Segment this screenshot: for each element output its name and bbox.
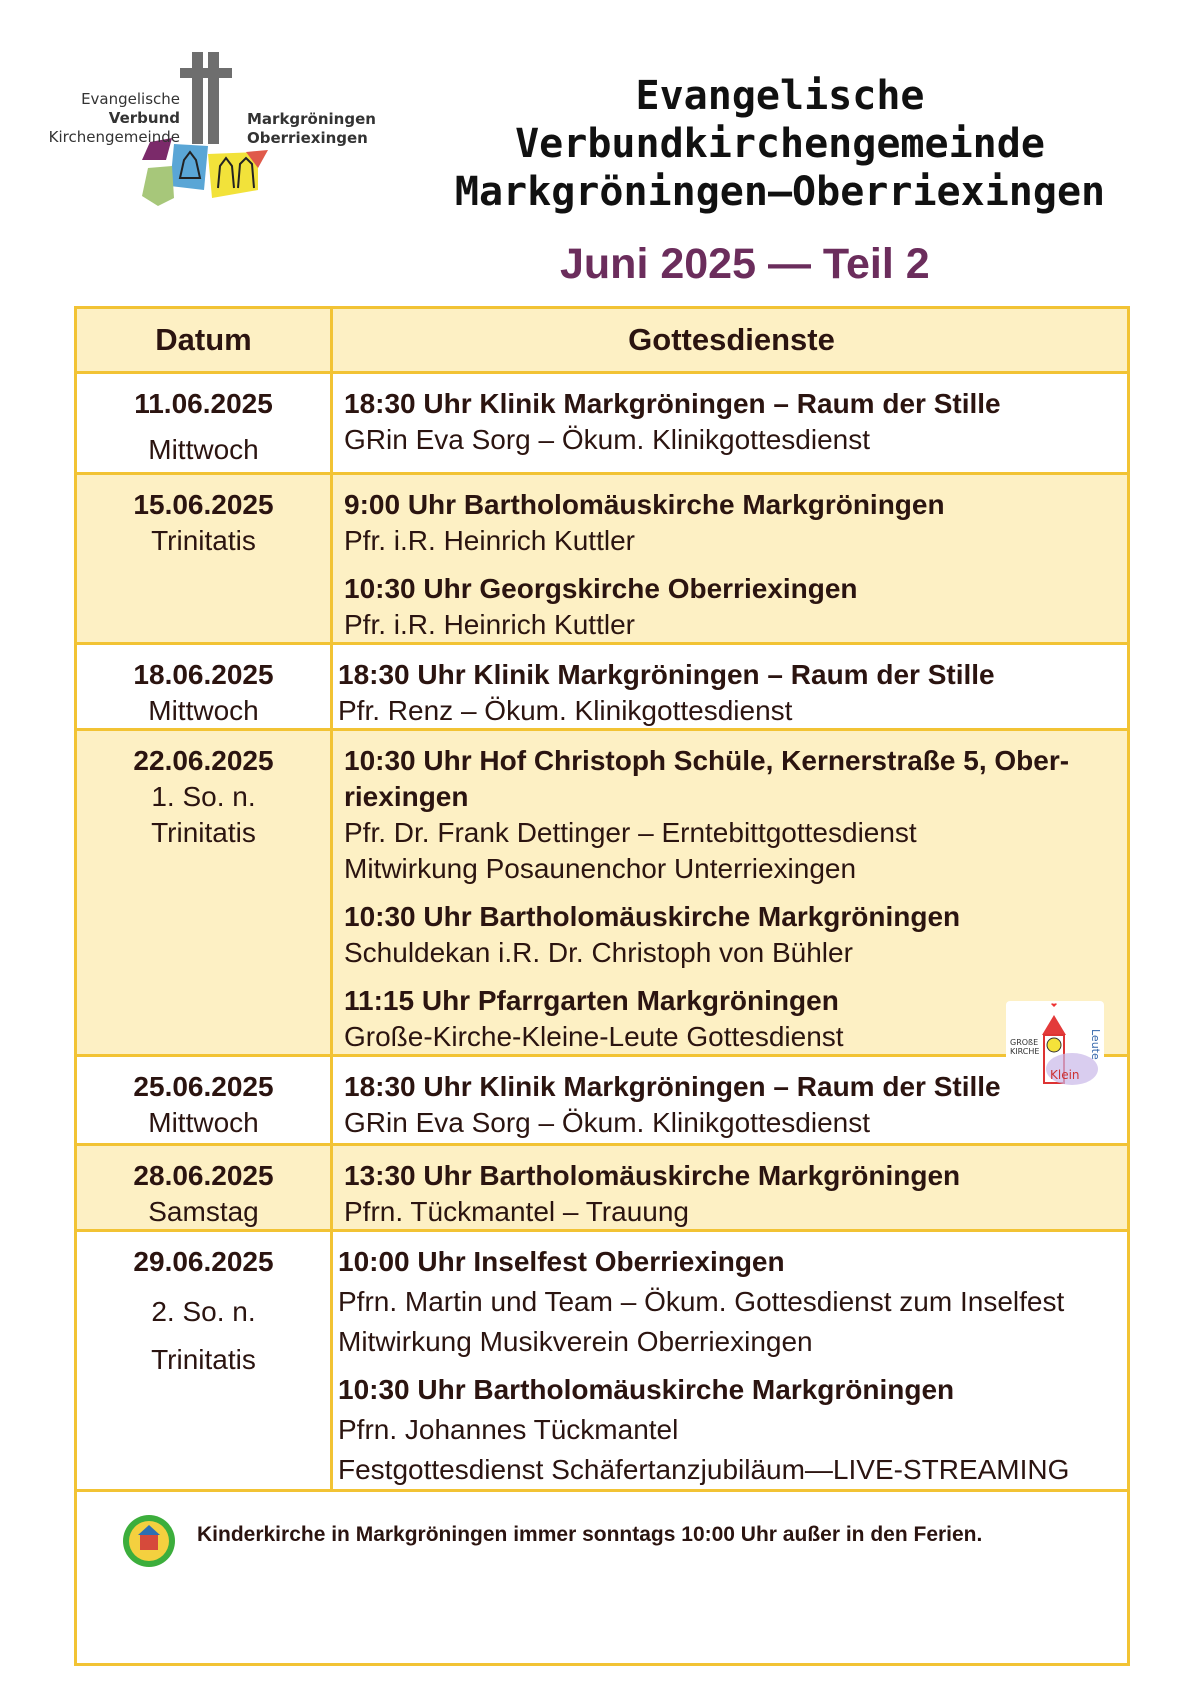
row-date: 25.06.2025: [133, 1071, 274, 1102]
service-detail: Pfr. i.R. Heinrich Kuttler: [344, 525, 635, 556]
shape-green: [142, 166, 174, 206]
service-detail: Pfr. Dr. Frank Dettinger – Erntebittgottesdienst: [344, 817, 917, 848]
service-detail: Pfrn. Johannes Tückmantel: [338, 1414, 679, 1445]
gkkl-graphic: [1006, 1001, 1104, 1093]
cross-crossbar: [180, 68, 232, 78]
service-heading: 18:30 Uhr Klinik Markgröningen – Raum der Stille: [338, 659, 995, 690]
gkkl-logo: [1006, 1001, 1104, 1093]
row-day-line1: 1. So. n.: [151, 781, 256, 812]
schedule-table: [74, 306, 1130, 1666]
logo-left-line2: Verbund: [108, 109, 180, 127]
row-day: Mittwoch: [148, 1107, 259, 1138]
row-date: 18.06.2025: [133, 659, 274, 690]
service-heading: 10:30 Uhr Hof Christoph Schüle, Kernerstraße 5, Ober-: [344, 745, 1070, 776]
table-header-row: [77, 309, 1127, 371]
service-detail: GRin Eva Sorg – Ökum. Klinikgottesdienst: [344, 424, 871, 455]
page-subtitle: Juni 2025 — Teil 2: [560, 240, 930, 288]
service-detail: Festgottesdienst Schäfertanzjubiläum—LIVE-STREAMING: [338, 1454, 1070, 1485]
kinderkirche-icon-house: [140, 1534, 158, 1550]
gkkl-text-mid: KIRCHE: [1010, 1047, 1040, 1056]
row-services-cell: [336, 1146, 1127, 1229]
service-heading: 10:30 Uhr Bartholomäuskirche Markgröningen: [344, 901, 961, 932]
row-date-cell: [77, 1057, 333, 1143]
row-services-cell: [336, 374, 1127, 472]
row-services-cell: [336, 475, 1127, 642]
gkkl-text-top: GROßE: [1010, 1038, 1039, 1047]
footer-note: Kinderkirche in Markgröningen immer sonntags 10:00 Uhr außer in den Ferien.: [197, 1523, 983, 1546]
row-day: Mittwoch: [148, 434, 259, 465]
row-services-cell: [336, 645, 1127, 728]
gkkl-smiley: [1047, 1038, 1061, 1052]
title-line1: Evangelische: [635, 73, 925, 119]
service-detail: Große-Kirche-Kleine-Leute Gottesdienst: [344, 1021, 844, 1052]
table-row: [77, 1054, 1127, 1143]
row-date: 15.06.2025: [133, 489, 274, 520]
row-date: 28.06.2025: [133, 1160, 274, 1191]
row-day: Mittwoch: [148, 695, 259, 726]
table-row: [77, 642, 1127, 728]
title-line2: Verbundkirchengemeinde: [515, 121, 1045, 167]
row-day: Trinitatis: [151, 525, 256, 556]
footer-row: [77, 1489, 1127, 1663]
page-title: [420, 72, 1140, 216]
service-heading: 10:00 Uhr Inselfest Oberriexingen: [338, 1246, 785, 1277]
row-day-line2: Trinitatis: [151, 1344, 256, 1375]
title-line3: Markgröningen—Oberriexingen: [454, 169, 1106, 215]
logo-left-line3: Kirchengemeinde: [48, 128, 180, 146]
header-services: Gottesdienste: [628, 322, 835, 357]
row-date: 29.06.2025: [133, 1246, 274, 1277]
table-row: [77, 371, 1127, 472]
service-heading: 11:15 Uhr Pfarrgarten Markgröningen: [344, 985, 839, 1016]
row-date-cell: [77, 475, 333, 642]
service-heading: 13:30 Uhr Bartholomäuskirche Markgröningen: [344, 1160, 961, 1191]
logo-right-text: [247, 110, 376, 148]
row-day-line1: 2. So. n.: [151, 1296, 256, 1327]
cross-bar-2: [208, 52, 219, 144]
row-services-cell: [336, 1232, 1127, 1489]
row-date: 22.06.2025: [133, 745, 274, 776]
gkkl-text-leute: Leute: [1089, 1029, 1102, 1060]
row-date-cell: [77, 731, 333, 1054]
gkkl-heart: [1051, 1003, 1057, 1007]
table-row: [77, 472, 1127, 642]
service-heading: 10:30 Uhr Bartholomäuskirche Markgröningen: [338, 1374, 955, 1405]
service-detail: Pfr. Renz – Ökum. Klinikgottesdienst: [338, 695, 793, 726]
service-detail: Pfrn. Martin und Team – Ökum. Gottesdienst zum Inselfest: [338, 1286, 1065, 1317]
service-heading-cont: riexingen: [344, 781, 469, 812]
row-day: Samstag: [148, 1196, 259, 1227]
shape-blue: [170, 144, 208, 190]
header-date: Datum: [77, 309, 333, 371]
row-date-cell: [77, 374, 333, 472]
logo-left-text: [49, 90, 180, 147]
cross-bar-1: [192, 52, 203, 144]
row-date-cell: [77, 1146, 333, 1229]
row-date-cell: [77, 645, 333, 728]
row-date: 11.06.2025: [134, 388, 273, 419]
service-detail: Schuldekan i.R. Dr. Christoph von Bühler: [344, 937, 853, 968]
church-logo: [48, 48, 376, 228]
logo-right-line2: Oberriexingen: [247, 129, 368, 147]
logo-right-line1: Markgröningen: [247, 110, 376, 128]
service-detail: Mitwirkung Posaunenchor Unterriexingen: [344, 853, 857, 884]
service-heading: 10:30 Uhr Georgskirche Oberriexingen: [344, 573, 858, 604]
service-detail: Pfr. i.R. Heinrich Kuttler: [344, 609, 635, 640]
kinderkirche-icon: [122, 1514, 176, 1568]
gkkl-roof: [1042, 1015, 1066, 1035]
service-detail: Pfrn. Tückmantel – Trauung: [344, 1196, 689, 1227]
service-heading: 18:30 Uhr Klinik Markgröningen – Raum der Stille: [344, 1071, 1001, 1102]
service-heading: 18:30 Uhr Klinik Markgröningen – Raum der Stille: [344, 388, 1001, 419]
table-row: [77, 728, 1127, 1054]
table-row: [77, 1143, 1127, 1229]
table-row: [77, 1229, 1127, 1489]
gkkl-text-klein: Klein: [1050, 1068, 1080, 1082]
row-date-cell: [77, 1232, 333, 1489]
service-detail: GRin Eva Sorg – Ökum. Klinikgottesdienst: [344, 1107, 871, 1138]
service-detail: Mitwirkung Musikverein Oberriexingen: [338, 1326, 813, 1357]
service-heading: 9:00 Uhr Bartholomäuskirche Markgröningen: [344, 489, 945, 520]
logo-left-line1: Evangelische: [81, 90, 180, 108]
row-day-line2: Trinitatis: [151, 817, 256, 848]
